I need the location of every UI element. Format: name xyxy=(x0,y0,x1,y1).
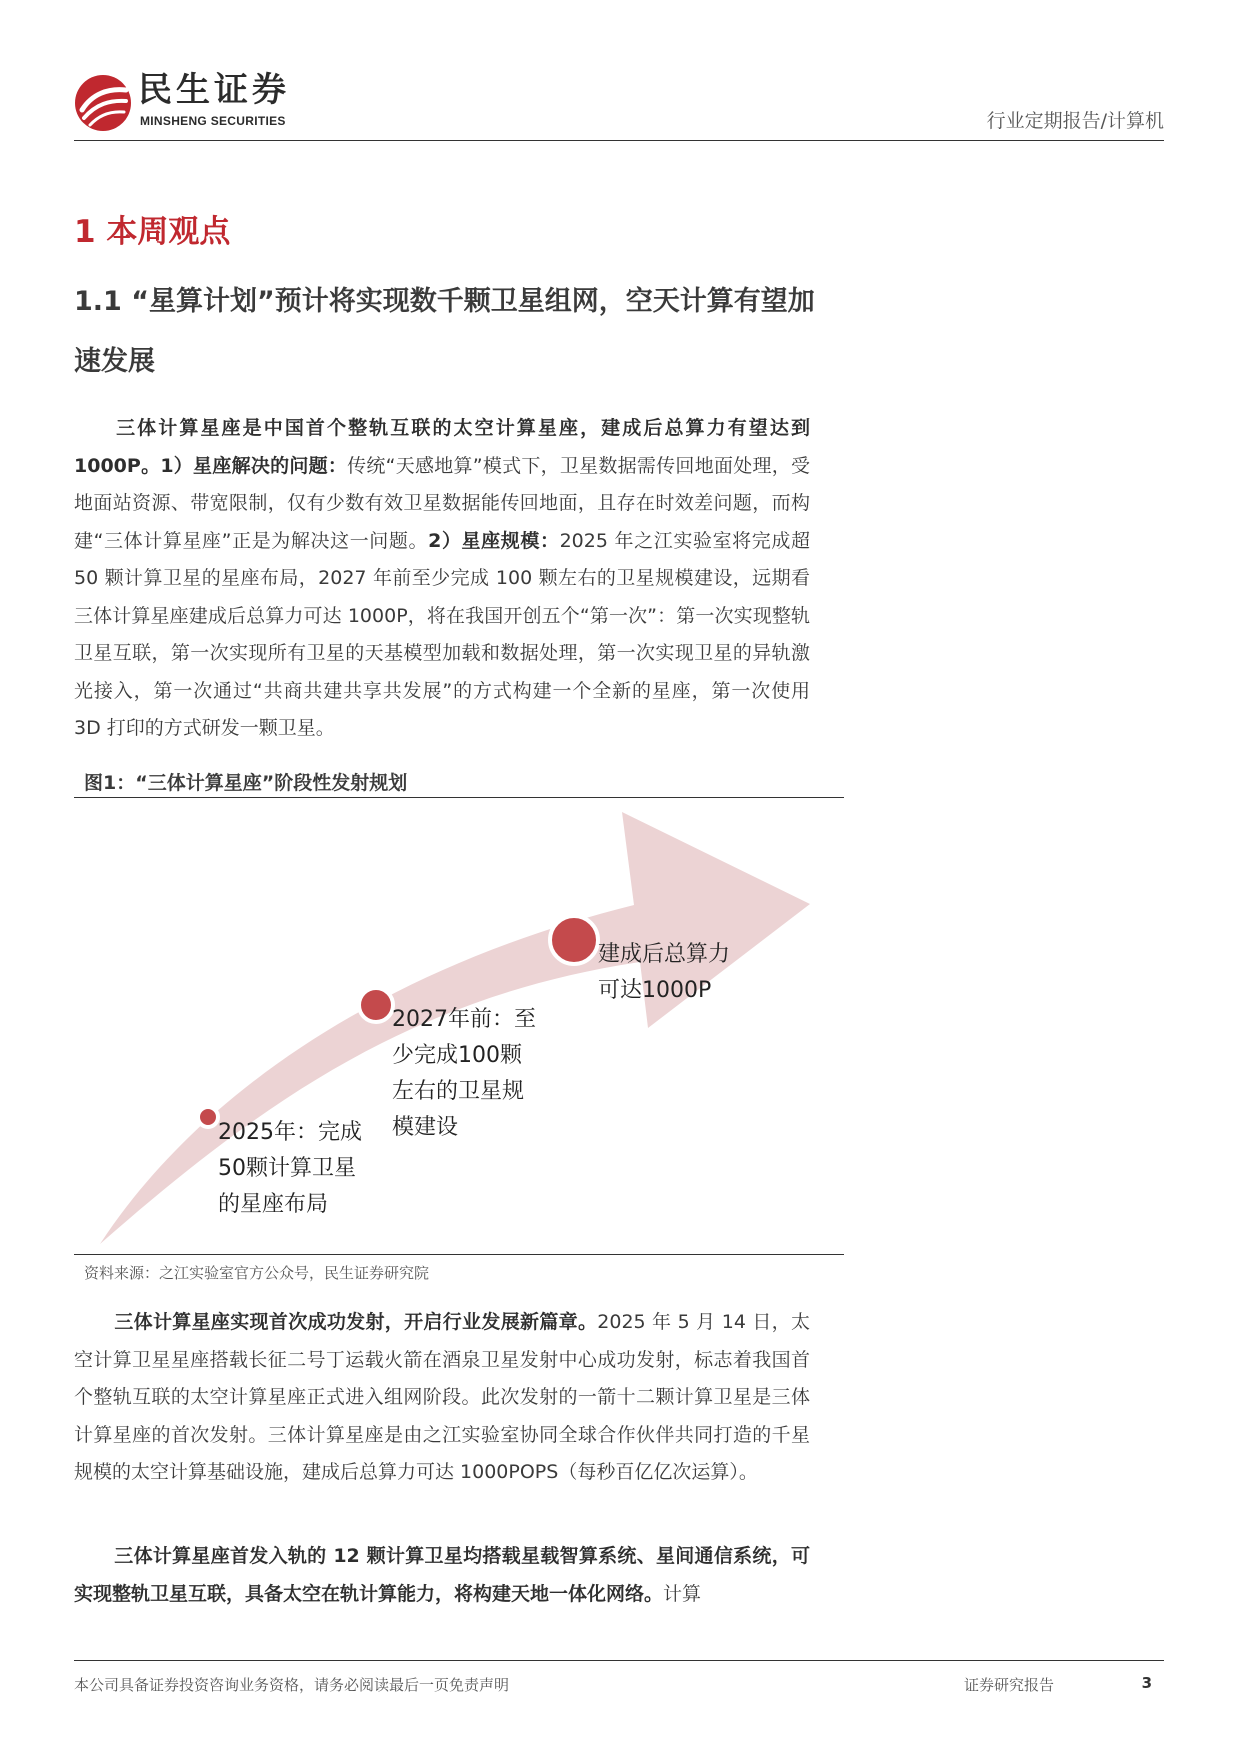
footer-report-label: 证券研究报告 xyxy=(964,1676,1055,1694)
paragraph-1-text-1: 传统“天感地算”模式下，卫星数据需传回地面处理，受地面站资源、带宽限制，仅有少数有效卫星数据能传回地面，且存在时效差问题，而构建“三体计算星座”正是为解决这一问题。 xyxy=(74,454,810,552)
milestone-dot-2025 xyxy=(198,1107,218,1127)
paragraph-1-label-2: 2）星座规模： xyxy=(428,529,560,552)
milestone-label-2025: 2025年：完成 50颗计算卫星 的星座布局 xyxy=(218,1120,362,1217)
page-number: 3 xyxy=(1141,1674,1152,1692)
paragraph-3-text: 计算 xyxy=(663,1582,702,1605)
subsection-heading: 1.1 “星算计划”预计将实现数千颗卫星组网，空天计算有望加速发展 xyxy=(74,286,815,377)
figure-top-rule xyxy=(74,797,844,798)
paragraph-3-lead: 三体计算星座首发入轨的 12 颗计算卫星均搭载星载智算系统、星间通信系统，可实现整轨卫星互联，具备太空在轨计算能力，将构建天地一体化网络。 xyxy=(74,1545,810,1605)
figure-source: 资料来源：之江实验室官方公众号，民生证券研究院 xyxy=(84,1264,430,1282)
logo-chinese-name: 民生证券 xyxy=(138,70,290,110)
report-type: 行业定期报告/计算机 xyxy=(986,110,1164,132)
header-divider xyxy=(74,140,1164,141)
paragraph-2 xyxy=(74,1304,810,1492)
logo-english-name: MINSHENG SECURITIES xyxy=(140,114,286,128)
paragraph-1 xyxy=(74,410,810,748)
paragraph-2-lead: 三体计算星座实现首次成功发射，开启行业发展新篇章。 xyxy=(114,1311,598,1333)
footer-divider xyxy=(74,1660,1164,1661)
figure-bottom-rule xyxy=(74,1254,844,1255)
footer-disclaimer: 本公司具备证券投资咨询业务资格，请务必阅读最后一页免责声明 xyxy=(74,1676,510,1694)
paragraph-3 xyxy=(74,1538,810,1613)
company-logo xyxy=(74,66,334,132)
paragraph-2-text: 2025 年 5 月 14 日，太空计算卫星星座搭载长征二号丁运载火箭在酒泉卫星发射中心成功发射，标志着我国首个整轨互联的太空计算星座正式进入组网阶段。此次发射的一箭十二颗计算卫星是三体计算星座的首次发射。三体计算星座是由之江实验室协同全球合作伙伴共同打造的千星规模的太空计算基础设施，建成后总算力可达 1000POPS（每秒百亿亿次运算）。 xyxy=(74,1311,810,1483)
section-heading: 1 本周观点 xyxy=(74,214,231,250)
paragraph-1-lead: 三体计算星座是中国首个整轨互联的太空计算星座，建成后总算力有望达到1000P。 xyxy=(74,417,810,477)
minsheng-logo-icon xyxy=(74,74,132,132)
milestone-dot-2027 xyxy=(359,988,393,1022)
milestone-dot-final xyxy=(550,916,598,964)
paragraph-1-text-2: 2025 年之江实验室将完成超 50 颗计算卫星的星座布局，2027 年前至少完成 100 颗左右的卫星规模建设，远期看三体计算星座建成后总算力可达 1000P，将在我国开创五个“第一次”：第一次实现整轨卫星互联，第一次实现所有卫星的天基模型加载和数据处理，第一次实现卫星的异轨激光接入，第一次通过“共商共建共享共发展”的方式构建一个全新的星座，第一次使用 3D 打印的方式研发一颗卫星。 xyxy=(74,529,810,739)
milestone-label-2027: 2027年前：至 少完成100颗 左右的卫星规 模建设 xyxy=(392,1007,536,1140)
figure-title: 图1：“三体计算星座”阶段性发射规划 xyxy=(84,772,408,794)
paragraph-1-label-1: 1）星座解决的问题： xyxy=(160,454,348,477)
milestone-label-final: 建成后总算力 可达1000P xyxy=(598,942,731,1003)
